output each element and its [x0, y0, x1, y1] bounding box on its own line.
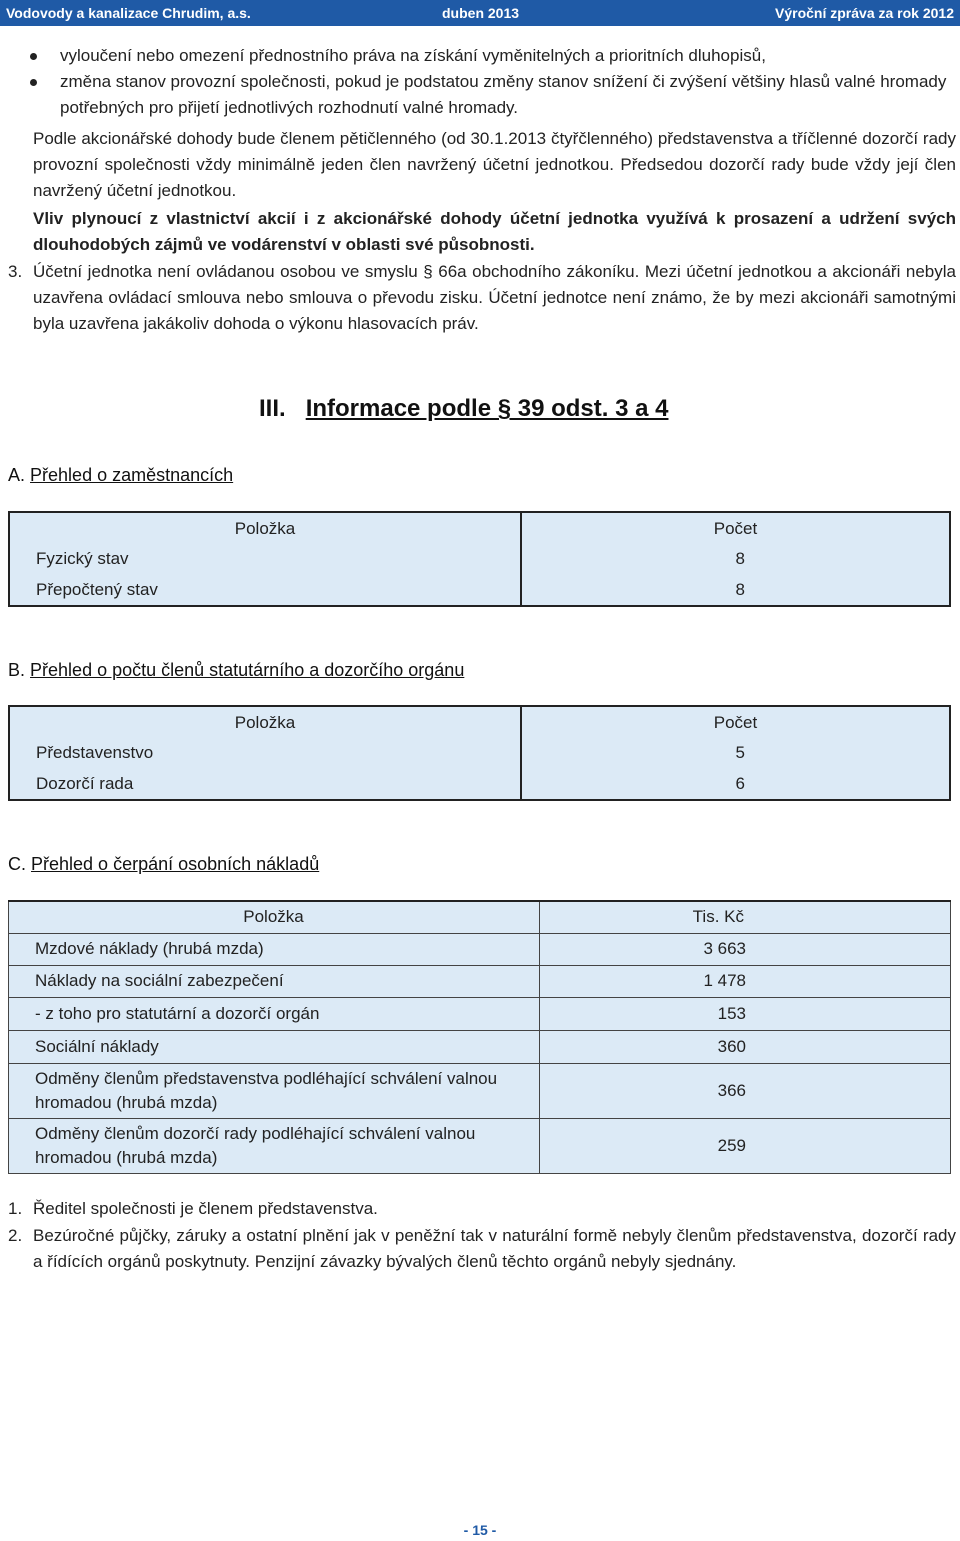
note-text: Ředitel společnosti je členem představenstva. — [33, 1199, 378, 1218]
table-row — [9, 933, 951, 965]
bullet-icon — [30, 53, 37, 60]
row-label: Mzdové náklady (hrubá mzda) — [9, 933, 540, 965]
personnel-costs-table — [8, 900, 951, 1174]
row-label: Náklady na sociální zabezpečení — [9, 965, 540, 997]
row-value: 153 — [540, 997, 951, 1030]
row-value: 360 — [540, 1030, 951, 1063]
table-row — [9, 738, 950, 768]
paragraph-influence: Vliv plynoucí z vlastnictví akcií i z akcionářské dohody účetní jednotka využívá k prosazení a udržení svých dlouhodobých zájmů ve vodárenství v oblasti své působnosti. — [33, 209, 956, 254]
table-row — [9, 544, 950, 574]
paragraph-board: Podle akcionářské dohody bude členem pětičlenného (od 30.1.2013 čtyřčlenného) představenstva a tříčlenné dozorčí rady provozní společnosti vždy minimálně jeden člen navržený účetní jednotkou. Předsedou dozorčí rady bude vždy její člen navržený účetní jednotkou. — [33, 129, 956, 200]
row-value: 259 — [540, 1118, 951, 1173]
row-label: Odměny členům dozorčí rady podléhající schválení valnou hromadou (hrubá mzda) — [9, 1118, 540, 1173]
column-header: Počet — [521, 706, 950, 738]
row-label: Fyzický stav — [9, 544, 521, 574]
subsection-heading: Přehled o zaměstnancích — [30, 465, 234, 485]
subsection-heading: Přehled o čerpání osobních nákladů — [31, 854, 320, 874]
row-label: Sociální náklady — [9, 1030, 540, 1063]
subsection-title-c — [8, 854, 319, 875]
table-header-row — [9, 512, 950, 544]
row-value: 1 478 — [540, 965, 951, 997]
row-value: 366 — [540, 1063, 951, 1118]
table-row — [9, 1063, 951, 1118]
header-company: Vodovody a kanalizace Chrudim, a.s. — [6, 5, 251, 21]
list-item — [8, 43, 956, 69]
subsection-label: A. — [8, 465, 26, 485]
table-row — [9, 1118, 951, 1173]
list-item — [8, 69, 956, 121]
row-label: - z toho pro statutární a dozorčí orgán — [9, 997, 540, 1030]
page-header — [0, 0, 960, 26]
table-row — [9, 574, 950, 606]
table-row — [9, 1030, 951, 1063]
table-header-row — [9, 706, 950, 738]
table-row — [9, 997, 951, 1030]
row-label: Odměny členům představenstva podléhající schválení valnou hromadou (hrubá mzda) — [9, 1063, 540, 1118]
table-row — [9, 768, 950, 800]
bullet-text: změna stanov provozní společnosti, pokud je podstatou změny stanov snížení či zvýšení většiny hlasů valné hromady potřebných pro přijetí jednotlivých rozhodnutí valné hromady. — [60, 72, 947, 117]
section-heading: Informace podle § 39 odst. 3 a 4 — [305, 395, 669, 422]
column-header: Položka — [9, 706, 521, 738]
page-number: - 15 - — [463, 1522, 497, 1538]
section-number: III. — [259, 395, 286, 422]
header-report-title: Výroční zpráva za rok 2012 — [775, 5, 954, 21]
note-number: 1. — [8, 1199, 23, 1218]
bodies-table — [8, 705, 951, 801]
bullet-icon — [30, 79, 37, 86]
subsection-title-a — [8, 465, 233, 486]
row-value: 5 — [521, 738, 950, 768]
bullet-list — [8, 43, 956, 121]
row-label: Přepočtený stav — [9, 574, 521, 606]
bullet-text: vyloučení nebo omezení přednostního práva na získání vyměnitelných a prioritních dluhopisů, — [60, 46, 766, 65]
table-row — [9, 965, 951, 997]
subsection-title-b — [8, 660, 464, 681]
paragraph-number: 3. — [8, 262, 23, 281]
column-header: Položka — [9, 901, 540, 933]
subsection-label: B. — [8, 660, 26, 680]
note-number: 2. — [8, 1226, 23, 1245]
row-value: 3 663 — [540, 933, 951, 965]
row-value: 6 — [521, 768, 950, 800]
subsection-heading: Přehled o počtu členů statutárního a dozorčího orgánu — [30, 660, 465, 680]
header-date: duben 2013 — [442, 5, 520, 21]
row-label: Dozorčí rada — [9, 768, 521, 800]
column-header: Počet — [521, 512, 950, 544]
row-value: 8 — [521, 544, 950, 574]
row-value: 8 — [521, 574, 950, 606]
employees-table — [8, 511, 951, 607]
column-header: Položka — [9, 512, 521, 544]
column-header: Tis. Kč — [540, 901, 951, 933]
subsection-label: C. — [8, 854, 26, 874]
note-text: Bezúročné půjčky, záruky a ostatní plnění jak v peněžní tak v naturální formě nebyly členům představenstva, dozorčí rady a řídících orgánů poskytnuty. Penzijní závazky bývalých členů těchto orgánů nebyly sjednány. — [33, 1226, 956, 1271]
table-header-row — [9, 901, 951, 933]
section-title — [259, 395, 668, 423]
row-label: Představenstvo — [9, 738, 521, 768]
paragraph-control: Účetní jednotka není ovládanou osobou ve smyslu § 66a obchodního zákoníku. Mezi účetní jednotkou a akcionáři nebyla uzavřena ovládací smlouva nebo smlouva o převodu zisku. Účetní jednotce není známo, že by mezi akcionáři samotnými byla uzavřena jakákoliv dohoda o výkonu hlasovacích práv. — [33, 262, 956, 333]
